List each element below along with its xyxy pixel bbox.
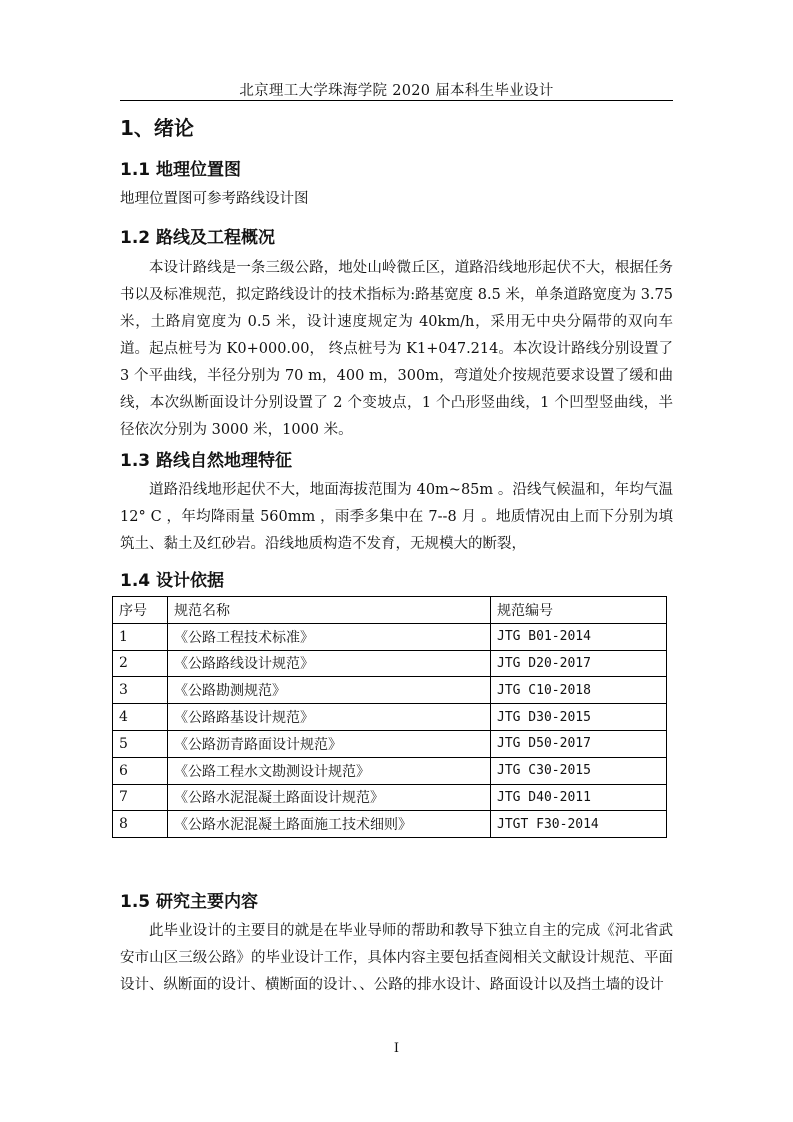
header-rule <box>120 100 673 101</box>
table-row <box>113 811 667 838</box>
standard-name: 《公路路基设计规范》 <box>168 704 491 731</box>
table-row <box>113 650 667 677</box>
chapter-title: 1、绪论 <box>120 116 194 140</box>
standard-code: JTG D30-2015 <box>491 704 667 731</box>
table-row <box>113 784 667 811</box>
row-index: 5 <box>113 730 168 757</box>
row-index: 2 <box>113 650 168 677</box>
table-header-cell: 规范名称 <box>168 597 491 624</box>
standard-code: JTG D40-2011 <box>491 784 667 811</box>
row-index: 4 <box>113 704 168 731</box>
section-title-1-4: 1.4 设计依据 <box>120 571 225 591</box>
standard-name: 《公路勘测规范》 <box>168 677 491 704</box>
standard-code: JTG B01-2014 <box>491 623 667 650</box>
standard-code: JTG D50-2017 <box>491 730 667 757</box>
row-index: 6 <box>113 757 168 784</box>
row-index: 1 <box>113 623 168 650</box>
row-index: 7 <box>113 784 168 811</box>
table-header-row <box>113 597 667 624</box>
standard-code: JTGT F30-2014 <box>491 811 667 838</box>
standard-name: 《公路沥青路面设计规范》 <box>168 730 491 757</box>
standard-name: 《公路路线设计规范》 <box>168 650 491 677</box>
section-text-1-3: 道路沿线地形起伏不大，地面海拔范围为 40m~85m 。沿线气候温和，年均气温 12° C ，年均降雨量 560mm ，雨季多集中在 7--8 月 。地质情况由上而下分别为填筑土、黏土及红砂岩。沿线地质构造不发育，无规模大的断裂， <box>120 482 673 552</box>
standard-name: 《公路水泥混凝土路面设计规范》 <box>168 784 491 811</box>
running-header: 北京理工大学珠海学院 2020 届本科生毕业设计 <box>239 83 554 99</box>
section-text-1-5: 此毕业设计的主要目的就是在毕业导师的帮助和教导下独立自主的完成《河北省武安市山区三级公路》的毕业设计工作，具体内容主要包括查阅相关文献设计规范、平面设计、纵断面的设计、横断面的设计、、公路的排水设计、路面设计以及挡土墙的设计 <box>120 923 673 993</box>
section-title-1-5: 1.5 研究主要内容 <box>120 892 259 912</box>
table-row <box>113 623 667 650</box>
section-title-1-2: 1.2 路线及工程概况 <box>120 228 276 248</box>
table-row <box>113 677 667 704</box>
section-text-1-2: 本设计路线是一条三级公路，地处山岭微丘区，道路沿线地形起伏不大，根据任务书以及标准规范，拟定路线设计的技术指标为:路基宽度 8.5 米，单条道路宽度为 3.75 米，土路肩宽度为 0.5 米，设计速度规定为 40km/h，采用无中央分隔带的双向车道。起点桩号为 K0+000.00， 终点桩号为 K1+047.214。本次设计路线分别设置了 3 个平曲线，半径分别为 70 m，400 m，300m，弯道处介按规范要求设置了缓和曲线，本次纵断面设计分别设置了 2 个变坡点，1 个凸形竖曲线，1 个凹型竖曲线，半径依次分别为 3000 米，1000 米。 <box>120 260 673 438</box>
standard-name: 《公路工程技术标准》 <box>168 623 491 650</box>
page-number: I <box>393 1041 400 1056</box>
table-header-cell: 规范编号 <box>491 597 667 624</box>
table-row <box>113 757 667 784</box>
section-text-1-1: 地理位置图可参考路线设计图 <box>120 191 309 207</box>
standards-table <box>112 596 667 838</box>
row-index: 3 <box>113 677 168 704</box>
table-row <box>113 704 667 731</box>
section-title-1-1: 1.1 地理位置图 <box>120 160 242 180</box>
standard-name: 《公路水泥混凝土路面施工技术细则》 <box>168 811 491 838</box>
table-row <box>113 730 667 757</box>
standard-code: JTG D20-2017 <box>491 650 667 677</box>
standard-code: JTG C10-2018 <box>491 677 667 704</box>
standard-name: 《公路工程水文勘测设计规范》 <box>168 757 491 784</box>
section-title-1-3: 1.3 路线自然地理特征 <box>120 451 293 471</box>
row-index: 8 <box>113 811 168 838</box>
table-header-cell: 序号 <box>113 597 168 624</box>
standard-code: JTG C30-2015 <box>491 757 667 784</box>
